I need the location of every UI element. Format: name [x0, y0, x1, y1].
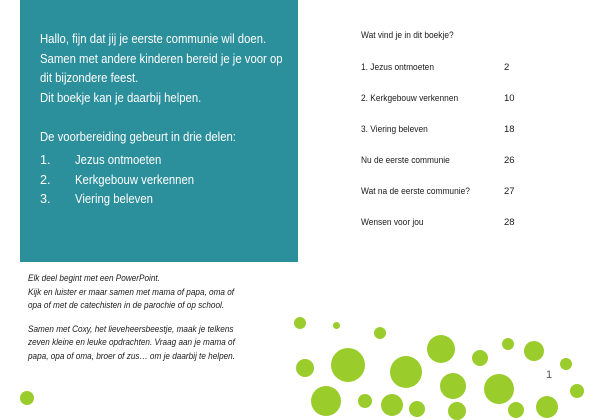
decorative-dot [333, 322, 340, 329]
decorative-dot [502, 338, 514, 350]
part-title: Viering beleven [75, 192, 153, 207]
toc-entry-title: Wensen voor jou [361, 217, 424, 228]
toc-entry[interactable] [361, 155, 518, 169]
toc-entry-page: 28 [504, 217, 515, 228]
decorative-dot [560, 358, 572, 370]
instructions-line: opa of met de catechisten in de parochie of op school. [28, 300, 225, 311]
part-number: 1. [40, 153, 51, 167]
decorative-dot [294, 317, 306, 329]
decorative-dot [472, 350, 488, 366]
instructions-text [28, 272, 292, 364]
intro-line: Samen met andere kinderen bereid je je voor op [40, 51, 283, 66]
part-title: Kerkgebouw verkennen [75, 172, 195, 187]
toc-entry[interactable] [361, 93, 518, 107]
toc-entry-page: 26 [504, 155, 515, 166]
instructions-line: papa, opa of oma, broer of zus… om je daarbij te helpen. [28, 350, 236, 361]
toc-entry-title: 2. Kerkgebouw verkennen [361, 93, 459, 104]
parts-heading: De voorbereiding gebeurt in drie delen: [40, 130, 236, 145]
toc-entry[interactable] [361, 217, 518, 231]
part-title: Jezus ontmoeten [75, 153, 162, 167]
intro-line: dit bijzondere feest. [40, 71, 139, 86]
toc-entry[interactable] [361, 124, 518, 138]
decorative-dot [390, 356, 422, 388]
part-number: 2. [40, 172, 51, 187]
toc-entry-title: Nu de eerste communie [361, 155, 450, 166]
page-number: 1 [546, 369, 553, 381]
decorative-dot [374, 327, 386, 339]
toc-entry-page: 18 [504, 124, 515, 135]
toc-entry-title: 1. Jezus ontmoeten [361, 62, 434, 73]
toc-entry[interactable] [361, 62, 518, 76]
decorative-dot [536, 396, 558, 418]
decorative-dot [524, 341, 544, 361]
instructions-line: zeven kleine en leuke opdrachten. Vraag aan je mama of [28, 337, 235, 348]
decorative-dot [311, 386, 341, 416]
decorative-dot [440, 373, 466, 399]
instructions-line: Samen met Coxy, het lieveheersbeestje, maak je telkens [28, 323, 234, 334]
decorative-dot [296, 359, 314, 377]
decorative-dot [409, 401, 425, 417]
decorative-dot [381, 394, 403, 416]
instructions-line: Kijk en luister er maar samen met mama of papa, oma of [28, 286, 235, 297]
toc-heading: Wat vind je in dit boekje? [361, 30, 454, 41]
decorative-dot [570, 384, 584, 398]
decorative-dot [484, 374, 514, 404]
intro-line: Dit boekje kan je daarbij helpen. [40, 90, 202, 105]
intro-panel [20, 0, 298, 262]
decorative-dot [358, 394, 372, 408]
decorative-dot [448, 402, 466, 420]
part-item [40, 151, 295, 171]
instructions-line: Elk deel begint met een PowerPoint. [28, 273, 160, 283]
toc-entry-page: 27 [504, 186, 515, 197]
toc-entry-title: 3. Viering beleven [361, 124, 428, 135]
parts-list [40, 151, 295, 210]
part-item [40, 190, 295, 210]
toc-entry-title: Wat na de eerste communie? [361, 186, 470, 197]
intro-text [40, 30, 295, 148]
decorative-dot [20, 391, 34, 405]
intro-line: Hallo, fijn dat jij je eerste communie wil doen. [40, 32, 267, 46]
part-number: 3. [40, 192, 51, 207]
decorative-dot [427, 335, 455, 363]
toc-entry-page: 10 [504, 93, 515, 104]
toc-entry-page: 2 [504, 62, 510, 73]
decorative-dot [331, 348, 365, 382]
part-item [40, 171, 295, 191]
decorative-dot [508, 402, 524, 418]
toc-entry[interactable] [361, 186, 518, 200]
